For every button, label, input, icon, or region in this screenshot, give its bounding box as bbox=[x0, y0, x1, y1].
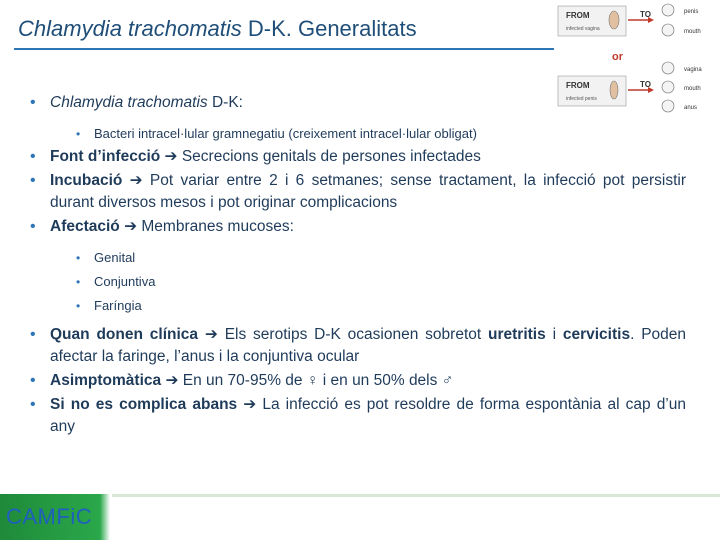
mouth-icon bbox=[662, 24, 674, 36]
to1-label: TO bbox=[640, 10, 651, 19]
text-asimptomatica: En un 70-95% de ♀ i en un 50% dels ♂ bbox=[178, 372, 454, 389]
target-mouth2-label: mouth bbox=[684, 86, 701, 92]
or-label: or bbox=[612, 51, 623, 63]
arrow-right-icon: ➔ bbox=[129, 172, 143, 189]
organism-name: Chlamydia trachomatis bbox=[50, 94, 208, 111]
text-incubacio: Pot variar entre 2 i 6 setmanes; sense tractament, la infecció pot persistir durant diversos mesos i pot originar complicacions bbox=[50, 172, 687, 211]
footer-divider bbox=[112, 494, 720, 497]
target-mouth-label: mouth bbox=[684, 29, 701, 35]
from1-sub-label: infected vagina bbox=[566, 26, 600, 32]
sub-bullet-conjuntiva: • Conjuntiva bbox=[30, 270, 686, 294]
label-resolucio: Si no es complica abans bbox=[50, 396, 238, 413]
text-afectacio: Membranes mucoses: bbox=[137, 218, 294, 235]
arrow-right-icon: ➔ bbox=[243, 396, 257, 413]
bullet-incubacio bbox=[30, 170, 686, 214]
from2-sub-label: infected penis bbox=[566, 96, 597, 102]
arrow-right-icon: ➔ bbox=[164, 148, 178, 165]
target-anus-label: anus bbox=[684, 105, 698, 111]
label-font: Font d’infecció bbox=[50, 148, 161, 165]
text-resolucio: La infecció es pot resoldre de forma espontània al cap d’un any bbox=[50, 396, 686, 435]
label-afectacio: Afectació bbox=[50, 218, 120, 235]
bullet-resolucio bbox=[30, 394, 686, 438]
term-uretritis: uretritis bbox=[488, 326, 546, 343]
vagina-icon bbox=[609, 11, 619, 29]
camfic-logo: CAMFiC bbox=[6, 504, 93, 529]
target-vagina-label: vagina bbox=[684, 67, 702, 73]
from2-label: FROM bbox=[566, 81, 590, 90]
page-title bbox=[18, 16, 417, 42]
to2-label: TO bbox=[640, 80, 651, 89]
title-underline bbox=[14, 48, 554, 50]
term-cervicitis: cervicitis bbox=[562, 326, 631, 343]
bullet-asimptomatica bbox=[30, 370, 686, 392]
bullet-organism bbox=[30, 92, 686, 114]
arrow-right-icon: ➔ bbox=[204, 326, 218, 343]
organism-rest: D-K: bbox=[207, 94, 243, 111]
label-asimptomatica: Asimptomàtica bbox=[50, 372, 162, 389]
title-rest: D-K. Generalitats bbox=[241, 16, 417, 41]
slide-content bbox=[30, 92, 686, 440]
footer-bar bbox=[0, 494, 720, 540]
bullet-clinica bbox=[30, 324, 686, 368]
sub-bullet-bacteri: • Bacteri intracel·lular gramnegatiu (creixement intracel·lular obligat) bbox=[30, 122, 686, 146]
text-clinica: Els serotips D-K ocasionen sobretot bbox=[217, 326, 489, 343]
vagina-target-icon bbox=[662, 62, 674, 74]
title-organism: Chlamydia trachomatis bbox=[18, 16, 242, 41]
label-incubacio: Incubació bbox=[50, 172, 123, 189]
sub-bullet-genital: • Genital bbox=[30, 246, 686, 270]
bullet-font-infeccio bbox=[30, 146, 686, 168]
penis-icon bbox=[662, 4, 674, 16]
bullet-afectacio bbox=[30, 216, 686, 238]
sub-bullet-faringia: • Faríngia bbox=[30, 294, 686, 318]
text-font: Secrecions genitals de persones infectades bbox=[177, 148, 481, 165]
target-penis-label: penis bbox=[684, 9, 699, 15]
text-conj: i bbox=[545, 326, 563, 343]
label-clinica: Quan donen clínica bbox=[50, 326, 199, 343]
arrow-right-icon: ➔ bbox=[165, 372, 179, 389]
from1-label: FROM bbox=[566, 11, 590, 20]
text-clinica-end: . Poden afectar la faringe, l’anus i la conjuntiva ocular bbox=[50, 326, 687, 365]
arrow-right-icon: ➔ bbox=[124, 218, 138, 235]
